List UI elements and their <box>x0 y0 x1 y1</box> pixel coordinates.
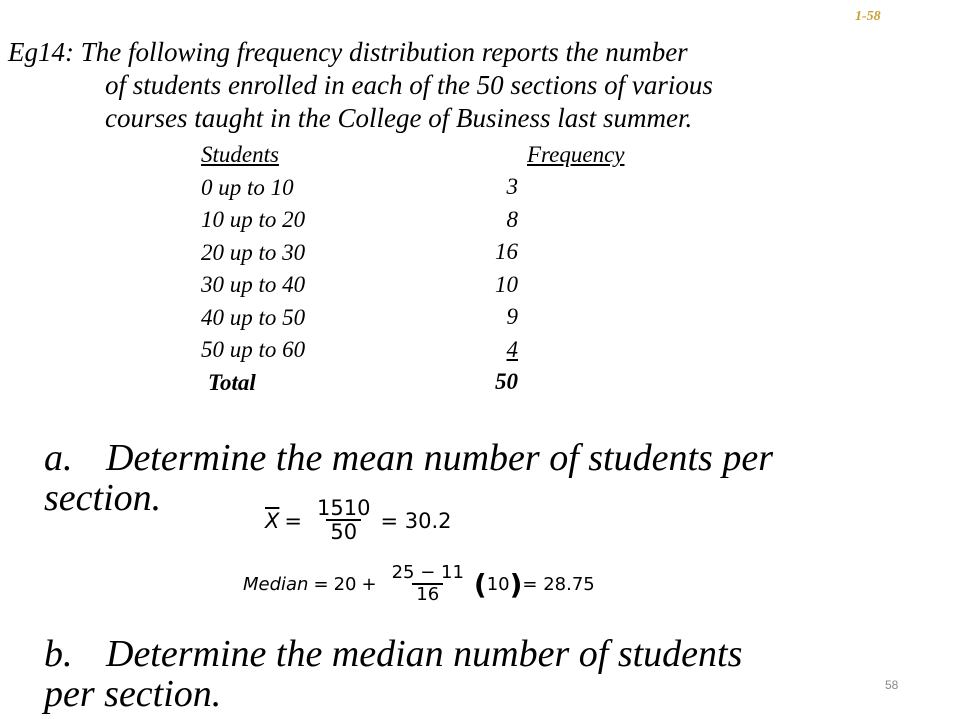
median-fraction <box>388 564 468 605</box>
frequency-column <box>470 171 518 399</box>
question-b-text-2: per section. <box>44 673 222 715</box>
median-result: = 28.75 <box>522 573 595 595</box>
students-header: Students <box>201 142 279 167</box>
frequency-header: Frequency <box>527 142 625 167</box>
students-cell: 30 up to 40 <box>201 272 306 297</box>
median-denominator: 16 <box>412 583 443 605</box>
median-equals: = <box>313 573 329 595</box>
median-close-paren: ) <box>509 567 523 601</box>
question-a-text-2: section. <box>44 477 162 519</box>
question-b-text-1: Determine the median number of students <box>106 633 743 675</box>
example-heading <box>8 36 868 135</box>
median-lower-limit: 20 <box>333 573 357 595</box>
question-b-letter: b. <box>44 633 73 675</box>
students-column <box>201 139 461 399</box>
heading-line-1: Eg14: The following frequency distribution reports the number <box>8 37 688 67</box>
page-number: 58 <box>885 678 899 692</box>
median-width: 10 <box>486 573 510 595</box>
mean-numerator: 1510 <box>317 496 371 520</box>
mean-equals: = <box>284 508 302 533</box>
total-value: 50 <box>495 369 518 394</box>
question-a <box>44 438 904 518</box>
mean-symbol: $\overline{X}$ <box>265 508 280 533</box>
mean-formula <box>265 497 451 544</box>
question-a-letter: a. <box>44 437 73 479</box>
total-label: Total <box>208 369 256 395</box>
frequency-cell: 4 <box>506 336 518 362</box>
question-b <box>44 634 904 714</box>
students-cell: 20 up to 30 <box>201 239 306 265</box>
students-cell: 0 up to 10 <box>201 174 294 200</box>
frequency-cell: 3 <box>506 174 518 199</box>
frequency-cell: 10 <box>495 271 518 297</box>
question-a-text-1: Determine the mean number of students per <box>106 437 773 479</box>
median-numerator: 25 − 11 <box>391 562 464 583</box>
students-cell: 50 up to 60 <box>201 337 306 362</box>
mean-denominator: 50 <box>326 519 361 544</box>
heading-line-2: of students enrolled in each of the 50 sections of various <box>105 70 713 100</box>
mean-fraction <box>313 497 374 544</box>
students-cell: 40 up to 50 <box>201 304 306 330</box>
median-formula <box>243 564 595 605</box>
students-cell: 10 up to 20 <box>201 207 306 232</box>
heading-line-3: courses taught in the College of Business last summer. <box>105 103 693 133</box>
frequency-cell: 16 <box>495 239 518 264</box>
median-open-paren: ( <box>473 567 487 601</box>
frequency-cell: 8 <box>506 206 518 232</box>
mean-result: = 30.2 <box>380 508 452 533</box>
slide-label: 1-58 <box>855 9 881 24</box>
median-plus: + <box>361 573 377 595</box>
median-label: Median <box>243 573 309 595</box>
frequency-cell: 9 <box>506 304 518 329</box>
